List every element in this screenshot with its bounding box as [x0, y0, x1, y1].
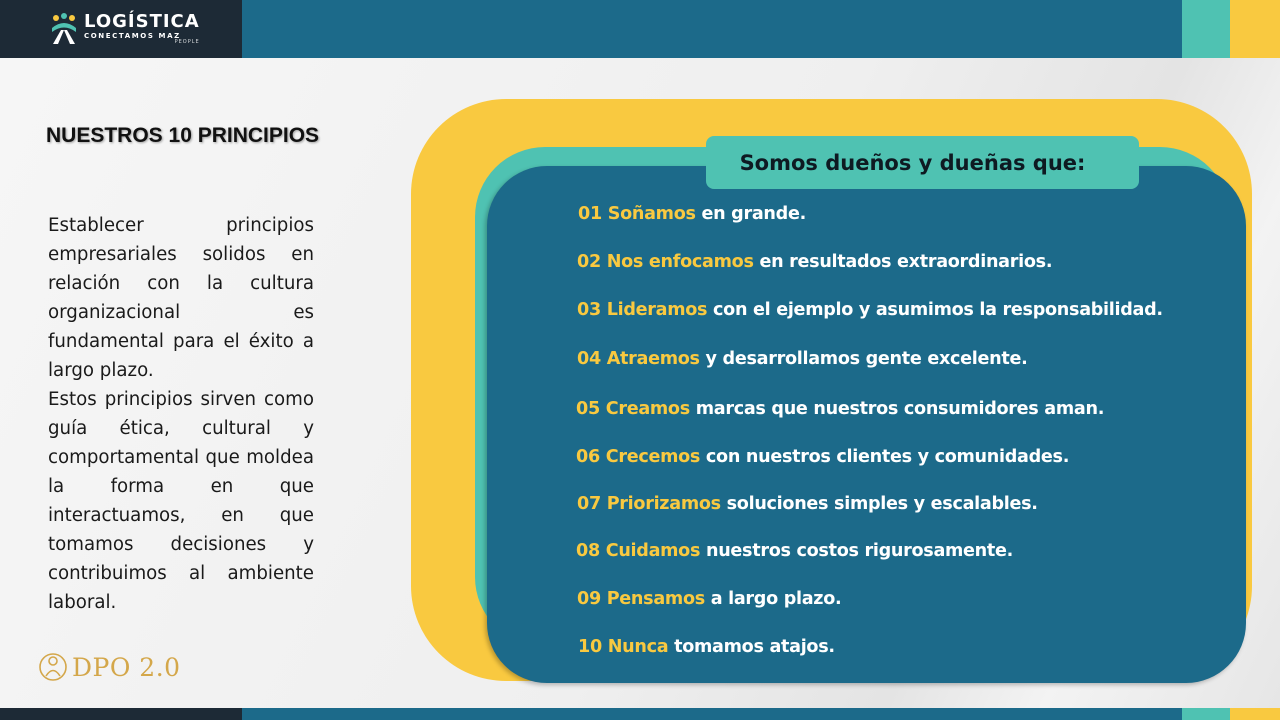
principle-text: con el ejemplo y asumimos la responsabilidad. [707, 300, 1163, 320]
panel-heading: Somos dueños y dueñas que: [739, 150, 1086, 175]
logo-title: LOGÍSTICA [84, 11, 200, 32]
logistica-logo [50, 9, 200, 49]
principle-highlight: 10 Nunca [578, 637, 669, 657]
top-bar-yellow-segment [1230, 0, 1280, 58]
page-title: NUESTROS 10 PRINCIPIOS [46, 124, 320, 147]
principle-highlight: 08 Cuidamos [576, 541, 701, 561]
top-bar-teal-segment [1182, 0, 1230, 58]
principle-item-09 [577, 589, 841, 609]
principle-highlight: 02 Nos enfocamos [577, 252, 754, 272]
principle-item-01 [578, 204, 806, 224]
principle-item-08 [576, 541, 1013, 561]
principle-item-06 [576, 447, 1069, 467]
dpo-logo-text: DPO 2.0 [72, 652, 181, 682]
people-road-icon [50, 12, 78, 46]
principle-text: marcas que nuestros consumidores aman. [689, 399, 1105, 419]
top-bar [0, 0, 1280, 58]
principle-highlight: 07 Priorizamos [577, 494, 721, 514]
bottom-bar-dark-segment [0, 708, 242, 720]
intro-paragraph-1: Establecer principios empresariales solidos en relación con la cultura organizacional es fundamental para el éxito a largo plazo. [48, 215, 314, 381]
principle-highlight: 05 Creamos [576, 399, 690, 419]
top-bar-blue-segment [242, 0, 1182, 58]
dpo-logo [38, 650, 181, 684]
principle-highlight: 09 Pensamos [577, 589, 705, 609]
principle-item-07 [577, 494, 1038, 514]
principle-text: tomamos atajos. [668, 637, 835, 657]
principle-highlight: 06 Crecemos [576, 447, 701, 467]
principle-text: nuestros costos rigurosamente. [700, 541, 1014, 561]
principle-item-05 [576, 399, 1104, 419]
principle-item-03 [577, 300, 1163, 320]
principle-text: en resultados extraordinarios. [753, 252, 1053, 272]
principle-item-10 [578, 637, 835, 657]
person-circle-icon [38, 650, 68, 684]
bottom-bar-teal-segment [1182, 708, 1230, 720]
bottom-bar-yellow-segment [1230, 708, 1280, 720]
principle-highlight: 04 Atraemos [577, 349, 700, 369]
principle-item-02 [577, 252, 1052, 272]
principle-highlight: 03 Lideramos [577, 300, 708, 320]
bottom-bar-blue-segment [242, 708, 1182, 720]
principle-item-04 [577, 349, 1027, 369]
bottom-bar [0, 708, 1280, 720]
principle-text: a largo plazo. [704, 589, 842, 609]
panel-heading-box [706, 136, 1139, 189]
principle-highlight: 01 Soñamos [578, 204, 696, 224]
intro-text [48, 211, 314, 617]
principle-text: y desarrollamos gente excelente. [699, 349, 1028, 369]
logo-subtitle: CONECTAMOS MAZ [84, 32, 181, 40]
principle-text: con nuestros clientes y comunidades. [700, 447, 1070, 467]
intro-paragraph-2: Estos principios sirven como guía ética, cultural y comportamental que moldea la forma en que interactuamos, en que tomamos decisiones y contribuimos al ambiente laboral. [48, 389, 314, 613]
logo-tagline: PEOPLE [174, 39, 200, 45]
principle-text: en grande. [695, 204, 806, 224]
principle-text: soluciones simples y escalables. [720, 494, 1038, 514]
